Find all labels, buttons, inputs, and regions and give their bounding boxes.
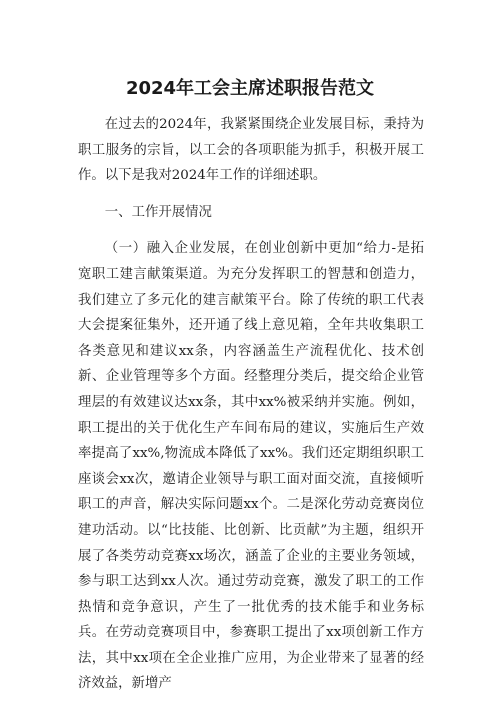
document-title: 2024年工会主席述职报告范文 xyxy=(125,78,375,99)
section-paragraph: （一）融入企业发展，在创业创新中更加“给力-是拓宽职工建言献策渠道。为充分发挥职工的智慧和创造力，我们建立了多元化的建言献策平台。除了传统的职工代表大会提案征集外，还开通了线上意见箱，全年共收集职工各类意见和建议xx条，内容涵盖生产流程优化、技术创新、企业管理等多个方面。经整理分类后，提交给企业管理层的有效建议达xx条，其中xx%被采纳并实施。例如，职工提出的关于优化生产车间布局的建议，实施后生产效率提高了xx%,物流成本降低了xx%。我们还定期组织职工座谈会xx次，邀请企业领导与职工面对面交流，直接倾听职工的声音，解决实际问题xx个。二是深化劳动竞赛岗位建功活动。以“比技能、比创新、比贡献”为主题，组织开展了各类劳动竞赛xx场次，涵盖了企业的主要业务领域，参与职工达到xx人次。通过劳动竞赛，激发了职工的工作热情和竞争意识，产生了一批优秀的技术能手和业务标兵。在劳动竞赛项目中，参赛职工提出了xx项创新工作方法，其中xx项在全企业推广应用，为企业带来了显著的经济效益，新增产 xyxy=(78,241,424,692)
intro-paragraph: 在过去的2024年，我紧紧围绕企业发展目标，秉持为职工服务的宗旨，以工会的各项职能为抓手，积极开展工作。以下是我对2024年工作的详细述职。 xyxy=(78,117,424,184)
section-heading: 一、工作开展情况 xyxy=(104,204,212,220)
document-body xyxy=(78,112,424,697)
